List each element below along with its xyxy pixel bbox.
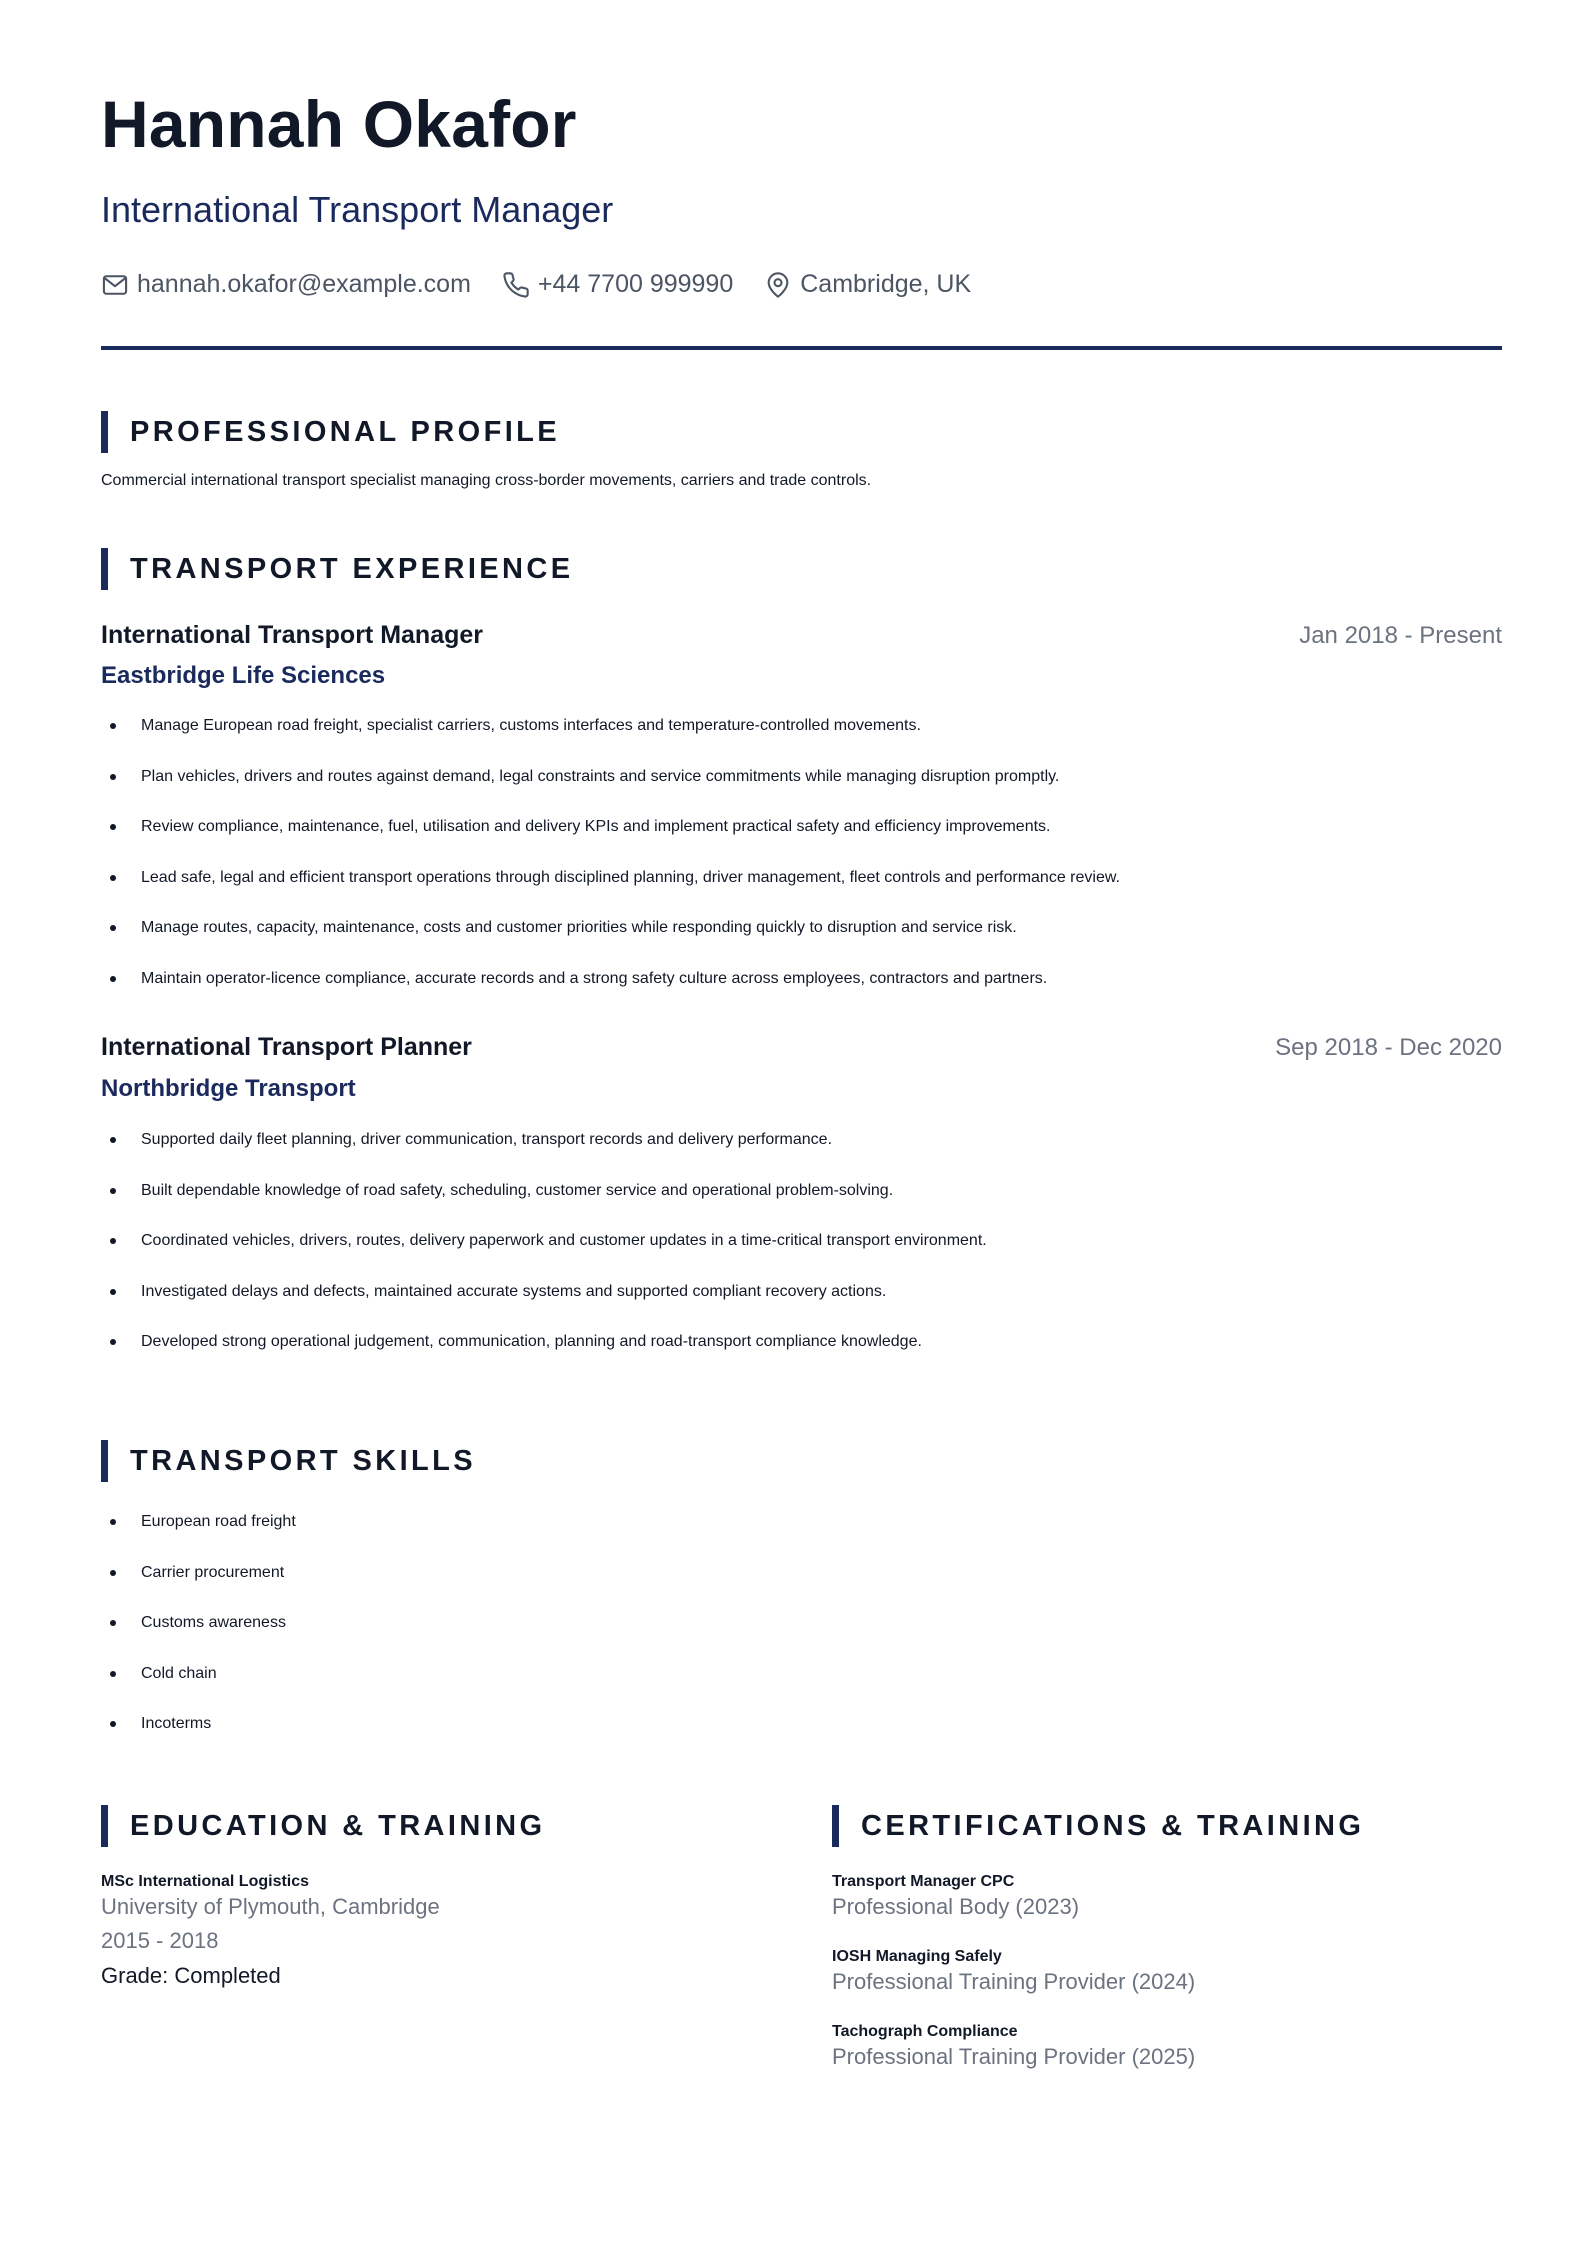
section-accent-bar <box>101 548 108 590</box>
certification-issuer: Professional Training Provider (2025) <box>832 2044 1196 2069</box>
candidate-name: Hannah Okafor <box>101 87 577 161</box>
certification-entry <box>832 1872 1502 1947</box>
email-text: hannah.okafor@example.com <box>137 270 471 298</box>
list-item: Cold chain <box>101 1664 801 1715</box>
contact-phone[interactable] <box>502 270 733 299</box>
job-bullets <box>101 716 1502 1019</box>
list-item: Supported daily fleet planning, driver communication, transport records and delivery performance. <box>101 1130 1502 1181</box>
list-item: Maintain operator-licence compliance, accurate records and a strong safety culture across employees, contractors and partners. <box>101 969 1502 1020</box>
phone-icon <box>502 271 530 299</box>
job-bullets <box>101 1130 1502 1383</box>
job-company: Eastbridge Life Sciences <box>101 662 386 689</box>
contact-email[interactable] <box>101 270 471 299</box>
section-label: PROFESSIONAL PROFILE <box>130 415 561 448</box>
certification-issuer: Professional Training Provider (2024) <box>832 1969 1196 1994</box>
list-item: Coordinated vehicles, drivers, routes, delivery paperwork and customer updates in a time-critical transport environment. <box>101 1231 1502 1282</box>
section-profile-heading <box>101 411 560 453</box>
certification-name: Transport Manager CPC <box>832 1873 1015 1890</box>
section-education-heading <box>101 1805 545 1847</box>
list-item: Built dependable knowledge of road safety, scheduling, customer service and operational problem-solving. <box>101 1181 1502 1232</box>
institution-name: University of Plymouth, Cambridge <box>101 1894 440 1919</box>
list-item: Manage European road freight, specialist carriers, customs interfaces and temperature-controlled movements. <box>101 716 1502 767</box>
list-item: Lead safe, legal and efficient transport operations through disciplined planning, driver management, fleet controls and performance review. <box>101 868 1502 919</box>
certifications-list <box>832 1872 1502 2097</box>
job-company: Northbridge Transport <box>101 1075 356 1102</box>
job-dates: Jan 2018 - Present <box>1299 622 1502 649</box>
degree-name: MSc International Logistics <box>101 1873 310 1890</box>
certification-name: Tachograph Compliance <box>832 2023 1018 2040</box>
section-label: TRANSPORT EXPERIENCE <box>130 552 574 585</box>
location-text: Cambridge, UK <box>800 270 972 298</box>
section-accent-bar <box>101 1805 108 1847</box>
certification-entry <box>832 2022 1502 2097</box>
list-item: Customs awareness <box>101 1613 801 1664</box>
section-certifications-heading <box>832 1805 1364 1847</box>
list-item: Manage routes, capacity, maintenance, costs and customer priorities while responding quickly to disruption and service risk. <box>101 918 1502 969</box>
education-grade: Grade: Completed <box>101 1963 281 1988</box>
list-item: Review compliance, maintenance, fuel, utilisation and delivery KPIs and implement practical safety and efficiency improvements. <box>101 817 1502 868</box>
candidate-title: International Transport Manager <box>101 189 614 230</box>
job-title: International Transport Planner <box>101 1033 472 1061</box>
phone-text: +44 7700 999990 <box>537 270 734 298</box>
section-label: EDUCATION & TRAINING <box>130 1809 546 1842</box>
education-entry <box>101 1872 781 1991</box>
certification-name: IOSH Managing Safely <box>832 1948 1002 1965</box>
certification-issuer: Professional Body (2023) <box>832 1894 1080 1919</box>
contact-row <box>101 270 1002 299</box>
header-divider <box>101 346 1502 350</box>
list-item: Developed strong operational judgement, communication, planning and road-transport compliance knowledge. <box>101 1332 1502 1383</box>
section-label: CERTIFICATIONS & TRAINING <box>861 1809 1365 1842</box>
contact-location <box>764 270 971 299</box>
job-dates: Sep 2018 - Dec 2020 <box>1275 1034 1502 1061</box>
section-accent-bar <box>101 1440 108 1482</box>
list-item: Investigated delays and defects, maintained accurate systems and supported compliant recovery actions. <box>101 1282 1502 1333</box>
job-title: International Transport Manager <box>101 621 484 649</box>
section-accent-bar <box>101 411 108 453</box>
profile-summary: Commercial international transport specialist managing cross-border movements, carriers and trade controls. <box>101 472 872 489</box>
section-accent-bar <box>832 1805 839 1847</box>
section-skills-heading <box>101 1440 476 1482</box>
education-years: 2015 - 2018 <box>101 1928 219 1953</box>
skills-list <box>101 1512 801 1765</box>
list-item: Plan vehicles, drivers and routes against demand, legal constraints and service commitments while managing disruption promptly. <box>101 767 1502 818</box>
list-item: European road freight <box>101 1512 801 1563</box>
map-pin-icon <box>764 271 792 299</box>
certification-entry <box>832 1947 1502 2022</box>
mail-icon <box>101 271 129 299</box>
section-experience-heading <box>101 548 573 590</box>
list-item: Carrier procurement <box>101 1563 801 1614</box>
section-label: TRANSPORT SKILLS <box>130 1444 477 1477</box>
list-item: Incoterms <box>101 1714 801 1765</box>
